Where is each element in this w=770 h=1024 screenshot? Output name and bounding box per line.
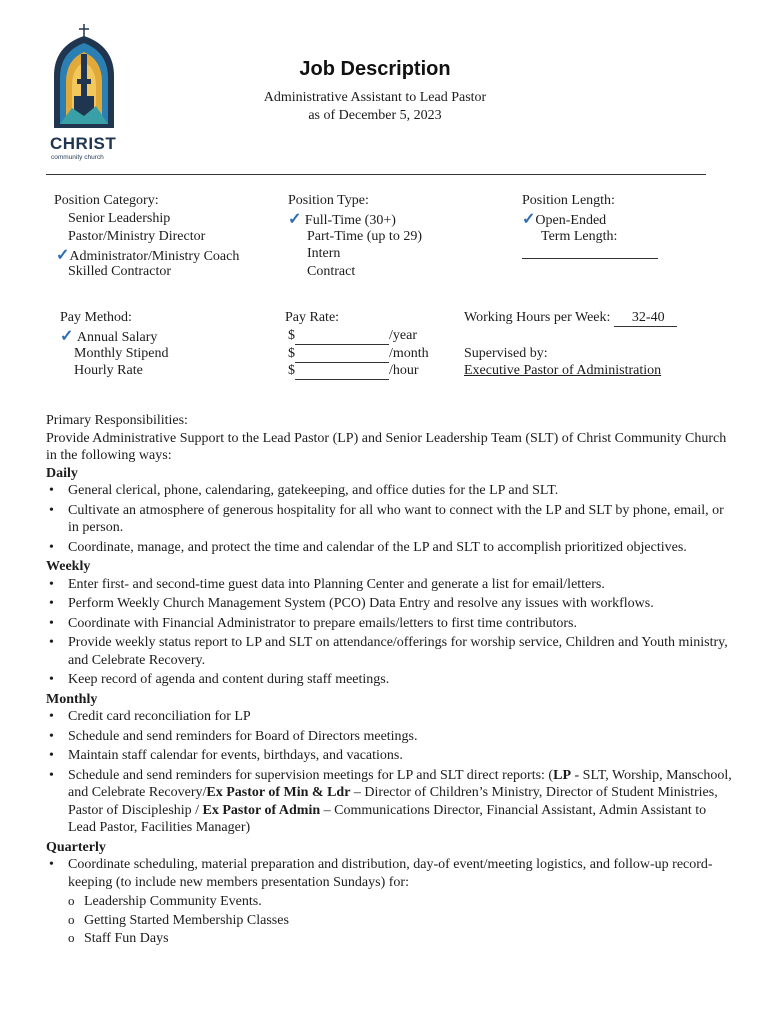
- quarterly-list: [46, 856, 736, 891]
- sub-list-item: o Staff Fun Days: [46, 930, 736, 948]
- list-item: • General clerical, phone, calendaring, gatekeeping, and office duties for the LP and SLT.: [46, 482, 736, 500]
- pay-rate-year-blank[interactable]: [295, 328, 389, 345]
- list-item: • Perform Weekly Church Management System (PCO) Data Entry and resolve any issues with workflows.: [46, 595, 736, 613]
- sub-list-item: o Leadership Community Events.: [46, 893, 736, 911]
- type-option-full-time: ✓ Full-Time (30+): [288, 211, 396, 228]
- pay-option-annual-salary: ✓ Annual Salary: [60, 328, 158, 345]
- monthly-list: [46, 708, 736, 837]
- pay-option-hourly-rate: Hourly Rate: [74, 363, 143, 378]
- checkmark-icon: ✓: [288, 211, 302, 228]
- length-option-term-length: Term Length:: [541, 229, 618, 244]
- weekly-heading: Weekly: [46, 559, 91, 574]
- working-hours: Working Hours per Week: 32-40: [464, 310, 677, 327]
- category-option-senior-leadership: Senior Leadership: [68, 211, 171, 226]
- list-item: • Cultivate an atmosphere of generous hospitality for all who want to connect with the LP and SLT by phone, email, or in person.: [46, 502, 736, 537]
- list-item: • Provide weekly status report to LP and SLT on attendance/offerings for worship service, Children and Youth ministry, and Celebrate Recovery.: [46, 634, 736, 669]
- list-item: • Coordinate, manage, and protect the time and calendar of the LP and SLT to accomplish prioritized objectives.: [46, 539, 736, 557]
- supervision-meetings-item: • Schedule and send reminders for supervision meetings for LP and SLT direct reports: (LP - SLT, Worship, Manschool, and Celebrate Recovery/Ex Pastor of Min & Ldr – Director of Children’s Ministry, Director of Student Ministries, Pastor of Discipleship / Ex Pastor of Admin – Communications Director, Financial Assistant, Admin Assistant to Lead Pastor, Facilities Manager): [46, 767, 736, 837]
- category-option-skilled-contractor: Skilled Contractor: [68, 264, 172, 279]
- supervised-by-label: Supervised by:: [464, 346, 548, 361]
- list-item: • Schedule and send reminders for Board of Directors meetings.: [46, 728, 736, 746]
- quarterly-sublist: [46, 893, 736, 948]
- header-divider: [46, 174, 706, 175]
- checkmark-icon: ✓: [56, 247, 70, 264]
- responsibilities-heading: Primary Responsibilities:: [46, 413, 188, 428]
- pay-method-label: Pay Method:: [60, 310, 132, 325]
- category-option-administrator: ✓Administrator/Ministry Coach: [56, 247, 240, 264]
- type-option-part-time: Part-Time (up to 29): [307, 229, 422, 244]
- checkmark-icon: ✓: [522, 211, 536, 228]
- length-option-open-ended: ✓Open-Ended: [522, 211, 607, 228]
- pay-option-monthly-stipend: Monthly Stipend: [74, 346, 169, 361]
- position-type-label: Position Type:: [288, 193, 369, 208]
- list-item: • Enter first- and second-time guest data into Planning Center and generate a list for email/letters.: [46, 576, 736, 594]
- type-option-intern: Intern: [307, 246, 341, 261]
- position-category-label: Position Category:: [54, 193, 159, 208]
- position-length-label: Position Length:: [522, 193, 615, 208]
- document-date: as of December 5, 2023: [308, 108, 442, 123]
- list-item: • Coordinate with Financial Administrator to prepare emails/letters to first time contributors.: [46, 615, 736, 633]
- list-item: • Keep record of agenda and content during staff meetings.: [46, 671, 736, 689]
- list-item: • Coordinate scheduling, material preparation and distribution, day-of event/meeting logistics, and follow-up record-keeping (to include new members presentation Sundays) for:: [46, 856, 736, 891]
- monthly-heading: Monthly: [46, 691, 98, 707]
- working-hours-value: 32-40: [614, 310, 677, 327]
- daily-heading: Daily: [46, 465, 78, 481]
- document-title: Job Description: [299, 58, 451, 80]
- pay-rate-label: Pay Rate:: [285, 310, 340, 325]
- pay-rate-hour-blank[interactable]: [295, 363, 389, 380]
- pay-rate-hour: $ /hour: [288, 363, 419, 378]
- pay-rate-month: $ /month: [288, 346, 429, 361]
- responsibilities-section: [46, 412, 736, 949]
- logo-wordmark: CHRIST: [50, 134, 117, 153]
- quarterly-heading: Quarterly: [46, 839, 106, 855]
- daily-list: [46, 482, 736, 556]
- job-title: Administrative Assistant to Lead Pastor: [263, 90, 487, 105]
- list-item: • Credit card reconciliation for LP: [46, 708, 736, 726]
- responsibilities-intro: Provide Administrative Support to the Lead Pastor (LP) and Senior Leadership Team (SLT) of Christ Community Church in the following ways:: [46, 430, 727, 463]
- checkmark-icon: ✓: [60, 328, 74, 345]
- pay-rate-month-blank[interactable]: [295, 346, 389, 363]
- category-option-pastor-ministry-director: Pastor/Ministry Director: [68, 229, 206, 244]
- logo-subtitle: community church: [51, 154, 104, 161]
- term-length-blank[interactable]: [522, 258, 658, 259]
- supervisor-value: Executive Pastor of Administration: [464, 363, 662, 378]
- sub-list-item: o Getting Started Membership Classes: [46, 912, 736, 930]
- list-item: • Maintain staff calendar for events, birthdays, and vacations.: [46, 747, 736, 765]
- weekly-list: [46, 576, 736, 689]
- pay-rate-year: $ /year: [288, 328, 417, 343]
- type-option-contract: Contract: [307, 264, 356, 279]
